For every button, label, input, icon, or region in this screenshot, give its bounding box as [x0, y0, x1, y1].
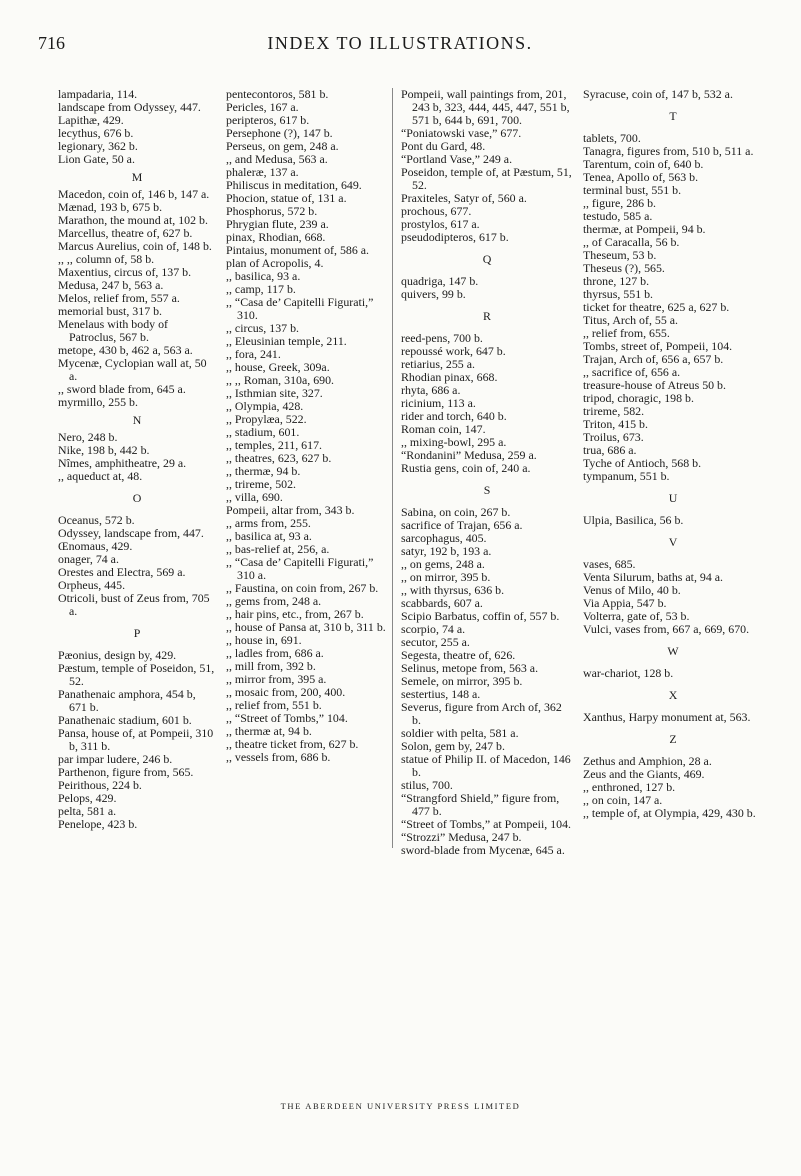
section-letter: R: [483, 309, 491, 323]
index-entry: Zeus and the Giants, 469.: [583, 767, 705, 781]
index-entry: Marathon, the mound at, 102 b.: [58, 213, 208, 227]
index-entry: treasure-house of Atreus 50 b.: [583, 378, 726, 392]
index-entry: Mænad, 193 b, 675 b.: [58, 200, 163, 214]
index-entry: phaleræ, 137 a.: [226, 165, 299, 179]
index-entry: sword-blade from Mycenæ, 645 a.: [401, 843, 565, 857]
index-entry: Zethus and Amphion, 28 a.: [583, 754, 712, 768]
index-entry: secutor, 255 a.: [401, 635, 470, 649]
index-entry: ,, with thyrsus, 636 b.: [401, 583, 505, 597]
index-entry: sacrifice of Trajan, 656 a.: [401, 518, 523, 532]
index-entry: throne, 127 b.: [583, 274, 650, 288]
index-entry: quadriga, 147 b.: [401, 274, 479, 288]
index-entry: Venta Silurum, baths at, 94 a.: [583, 570, 724, 584]
index-entry: ,, bas-relief at, 256, a.: [226, 542, 330, 556]
running-header: [38, 33, 762, 59]
index-entry: tympanum, 551 b.: [583, 469, 670, 483]
section-letter: X: [668, 688, 678, 702]
index-entry: Rustia gens, coin of, 240 a.: [401, 461, 531, 475]
index-entry: legionary, 362 b.: [58, 139, 138, 153]
index-entry: Melos, relief from, 557 a.: [58, 291, 180, 305]
index-entry: Solon, gem by, 247 b.: [401, 739, 505, 753]
index-entry: plan of Acropolis, 4.: [226, 256, 324, 270]
index-entry: Pont du Gard, 48.: [401, 139, 486, 153]
index-entry: war-chariot, 128 b.: [583, 666, 674, 680]
index-entry: ,, ladles from, 686 a.: [226, 646, 324, 660]
index-entry: Volterra, gate of, 53 b.: [583, 609, 690, 623]
index-entry: Selinus, metope from, 563 a.: [401, 661, 539, 675]
index-entry: Phosphorus, 572 b.: [226, 204, 318, 218]
index-entry: ,, mill from, 392 b.: [226, 659, 316, 673]
index-entry: Tyche of Antioch, 568 b.: [583, 456, 702, 470]
index-entry: tripod, choragic, 198 b.: [583, 391, 694, 405]
index-entry: Pelops, 429.: [58, 791, 117, 805]
index-entry: ,, villa, 690.: [226, 490, 283, 504]
index-entry: statue of Philip II. of Macedon, 146 b.: [401, 752, 571, 779]
index-entry: Panathenaic stadium, 601 b.: [58, 713, 192, 727]
index-entry: terminal bust, 551 b.: [583, 183, 682, 197]
index-entry: Phocion, statue of, 131 a.: [226, 191, 347, 205]
index-entry: satyr, 192 b, 193 a.: [401, 544, 492, 558]
index-entry: ,, aqueduct at, 48.: [58, 469, 143, 483]
index-entry: Troilus, 673.: [583, 430, 644, 444]
index-column-1: [58, 88, 216, 831]
index-entry: ,, figure, 286 b.: [583, 196, 656, 210]
index-entry: prochous, 677.: [401, 204, 472, 218]
section-letter: Z: [669, 732, 677, 746]
index-entry: ,, ,, Roman, 310a, 690.: [226, 373, 334, 387]
index-entry: Severus, figure from Arch of, 362 b.: [401, 700, 562, 727]
index-entry: Venus of Milo, 40 b.: [583, 583, 681, 597]
index-entry: Pintaius, monument of, 586 a.: [226, 243, 370, 257]
index-entry: ,, Propylæa, 522.: [226, 412, 307, 426]
index-entry: repoussé work, 647 b.: [401, 344, 506, 358]
printer-imprint: THE ABERDEEN UNIVERSITY PRESS LIMITED: [280, 1101, 521, 1111]
index-entry: “Strozzi” Medusa, 247 b.: [401, 830, 522, 844]
index-entry: Penelope, 423 b.: [58, 817, 138, 831]
index-entry: ,, Olympia, 428.: [226, 399, 304, 413]
section-letter: O: [132, 491, 142, 505]
index-entry: thermæ, at Pompeii, 94 b.: [583, 222, 706, 236]
index-entry: tablets, 700.: [583, 131, 641, 145]
index-entry: ,, fora, 241.: [226, 347, 281, 361]
index-entry: myrmillo, 255 b.: [58, 395, 138, 409]
index-entry: ,, mixing-bowl, 295 a.: [401, 435, 507, 449]
column-divider: [392, 88, 393, 848]
index-entry: ,, basilica, 93 a.: [226, 269, 301, 283]
index-entry: ,, sword blade from, 645 a.: [58, 382, 186, 396]
section-letter: U: [668, 491, 678, 505]
index-entry: ,, house of Pansa at, 310 b, 311 b.: [226, 620, 386, 634]
index-column-3: [401, 88, 573, 857]
index-entry: prostylos, 617 a.: [401, 217, 480, 231]
index-entry: ,, house in, 691.: [226, 633, 302, 647]
index-entry: Odyssey, landscape from, 447.: [58, 526, 204, 540]
index-entry: ,, theatre ticket from, 627 b.: [226, 737, 359, 751]
index-entry: ,, Eleusinian temple, 211.: [226, 334, 347, 348]
index-entry: Orpheus, 445.: [58, 578, 126, 592]
index-column-4: [583, 88, 763, 820]
page-number: 716: [38, 33, 65, 53]
index-entry: Macedon, coin of, 146 b, 147 a.: [58, 187, 210, 201]
index-entry: ,, sacrifice of, 656 a.: [583, 365, 681, 379]
index-entry: Pæstum, temple of Poseidon, 51, 52.: [58, 661, 215, 688]
index-entry: Tarentum, coin of, 640 b.: [583, 157, 704, 171]
index-entry: ,, on mirror, 395 b.: [401, 570, 491, 584]
index-entry: ,, vessels from, 686 b.: [226, 750, 331, 764]
index-entry: Persephone (?), 147 b.: [226, 126, 333, 140]
index-entry: Theseus (?), 565.: [583, 261, 665, 275]
index-entry: Maxentius, circus of, 137 b.: [58, 265, 192, 279]
index-entry: Pompeii, altar from, 343 b.: [226, 503, 355, 517]
index-entry: Phrygian flute, 239 a.: [226, 217, 329, 231]
section-letter: P: [133, 626, 141, 640]
index-entry: Mycenæ, Cyclopian wall at, 50 a.: [58, 356, 207, 383]
index-entry: “Rondanini” Medusa, 259 a.: [401, 448, 537, 462]
index-entry: peripteros, 617 b.: [226, 113, 310, 127]
index-entry: pentecontoros, 581 b.: [226, 87, 329, 101]
index-entry: ,, stadium, 601.: [226, 425, 300, 439]
index-entry: Pompeii, wall paintings from, 201, 243 b, 323, 444, 445, 447, 551 b, 571 b, 644 b, 691, 700.: [401, 87, 570, 127]
section-letter: T: [669, 109, 677, 123]
index-entry: ,, trireme, 502.: [226, 477, 297, 491]
section-letter: W: [667, 644, 679, 658]
index-entry: Theseum, 53 b.: [583, 248, 657, 262]
index-entry: ,, gems from, 248 a.: [226, 594, 322, 608]
index-entry: ,, of Caracalla, 56 b.: [583, 235, 680, 249]
index-entry: pelta, 581 a.: [58, 804, 117, 818]
index-entry: Panathenaic amphora, 454 b, 671 b.: [58, 687, 196, 714]
index-entry: Vulci, vases from, 667 a, 669, 670.: [583, 622, 750, 636]
index-entry: rider and torch, 640 b.: [401, 409, 507, 423]
index-entry: Menelaus with body of Patroclus, 567 b.: [58, 317, 168, 344]
index-entry: ,, house, Greek, 309a.: [226, 360, 330, 374]
index-entry: Lapithæ, 429.: [58, 113, 124, 127]
index-column-2: [226, 88, 388, 764]
index-entry: soldier with pelta, 581 a.: [401, 726, 519, 740]
index-entry: quivers, 99 b.: [401, 287, 466, 301]
index-entry: ticket for theatre, 625 a, 627 b.: [583, 300, 730, 314]
index-entry: Xanthus, Harpy monument at, 563.: [583, 710, 751, 724]
index-entry: ,, relief from, 655.: [583, 326, 670, 340]
index-entry: Nîmes, amphitheatre, 29 a.: [58, 456, 187, 470]
index-entry: retiarius, 255 a.: [401, 357, 475, 371]
index-entry: landscape from Odyssey, 447.: [58, 100, 201, 114]
index-entry: memorial bust, 317 b.: [58, 304, 163, 318]
index-entry: ricinium, 113 a.: [401, 396, 476, 410]
index-entry: ,, “Street of Tombs,” 104.: [226, 711, 348, 725]
index-entry: Tenea, Apollo of, 563 b.: [583, 170, 699, 184]
index-entry: Pericles, 167 a.: [226, 100, 299, 114]
index-entry: ,, circus, 137 b.: [226, 321, 299, 335]
index-entry: lampadaria, 114.: [58, 87, 138, 101]
index-entry: rhyta, 686 a.: [401, 383, 461, 397]
index-entry: ,, Isthmian site, 327.: [226, 386, 323, 400]
index-entry: Lion Gate, 50 a.: [58, 152, 135, 166]
index-entry: “Street of Tombs,” at Pompeii, 104.: [401, 817, 572, 831]
index-entry: ,, and Medusa, 563 a.: [226, 152, 328, 166]
index-entry: Scipio Barbatus, coffin of, 557 b.: [401, 609, 560, 623]
index-entry: Triton, 415 b.: [583, 417, 648, 431]
index-entry: Tanagra, figures from, 510 b, 511 a.: [583, 144, 754, 158]
index-entry: Medusa, 247 b, 563 a.: [58, 278, 164, 292]
index-entry: Nike, 198 b, 442 b.: [58, 443, 150, 457]
index-entry: Praxiteles, Satyr of, 560 a.: [401, 191, 527, 205]
index-entry: Nero, 248 b.: [58, 430, 118, 444]
index-entry: ,, basilica at, 93 a.: [226, 529, 312, 543]
index-entry: onager, 74 a.: [58, 552, 119, 566]
index-entry: ,, theatres, 623, 627 b.: [226, 451, 332, 465]
index-entry: “Poniatowski vase,” 677.: [401, 126, 522, 140]
section-letter: M: [131, 170, 143, 184]
index-entry: Marcus Aurelius, coin of, 148 b.: [58, 239, 212, 253]
index-entry: testudo, 585 a.: [583, 209, 653, 223]
index-entry: Oceanus, 572 b.: [58, 513, 135, 527]
index-entry: ,, enthroned, 127 b.: [583, 780, 676, 794]
index-entry: ,, hair pins, etc., from, 267 b.: [226, 607, 364, 621]
index-entry: ,, “Casa de’ Capitelli Figurati,” 310 a.: [226, 555, 374, 582]
index-entry: ,, mosaic from, 200, 400.: [226, 685, 346, 699]
index-entry: Marcellus, theatre of, 627 b.: [58, 226, 193, 240]
index-entry: ,, temples, 211, 617.: [226, 438, 322, 452]
index-entry: Parthenon, figure from, 565.: [58, 765, 194, 779]
index-entry: ,, camp, 117 b.: [226, 282, 296, 296]
index-entry: Pansa, house of, at Pompeii, 310 b, 311 b.: [58, 726, 214, 753]
index-entry: Otricoli, bust of Zeus from, 705 a.: [58, 591, 210, 618]
index-entry: ,, mirror from, 395 a.: [226, 672, 327, 686]
index-entry: pinax, Rhodian, 668.: [226, 230, 326, 244]
index-entry: pseudodipteros, 617 b.: [401, 230, 509, 244]
index-entry: ,, thermæ, 94 b.: [226, 464, 301, 478]
index-entry: Via Appia, 547 b.: [583, 596, 667, 610]
index-entry: thyrsus, 551 b.: [583, 287, 654, 301]
index-entry: trua, 686 a.: [583, 443, 637, 457]
section-letter: Q: [482, 252, 492, 266]
index-entry: Peirithous, 224 b.: [58, 778, 142, 792]
index-entry: ,, on gems, 248 a.: [401, 557, 485, 571]
index-entry: Titus, Arch of, 55 a.: [583, 313, 679, 327]
index-entry: reed-pens, 700 b.: [401, 331, 483, 345]
index-entry: ,, relief from, 551 b.: [226, 698, 322, 712]
index-entry: Œnomaus, 429.: [58, 539, 133, 553]
index-entry: ,, on coin, 147 a.: [583, 793, 663, 807]
index-entry: Roman coin, 147.: [401, 422, 486, 436]
index-columns: [58, 88, 768, 948]
index-entry: scabbards, 607 a.: [401, 596, 483, 610]
index-entry: Syracuse, coin of, 147 b, 532 a.: [583, 87, 733, 101]
index-entry: Semele, on mirror, 395 b.: [401, 674, 523, 688]
index-entry: scorpio, 74 a.: [401, 622, 466, 636]
index-entry: ,, “Casa de’ Capitelli Figurati,” 310.: [226, 295, 374, 322]
index-entry: Trajan, Arch of, 656 a, 657 b.: [583, 352, 724, 366]
index-entry: stilus, 700.: [401, 778, 453, 792]
section-letter: N: [132, 413, 142, 427]
index-entry: Orestes and Electra, 569 a.: [58, 565, 186, 579]
index-entry: Philiscus in meditation, 649.: [226, 178, 362, 192]
index-entry: ,, ,, column of, 58 b.: [58, 252, 155, 266]
index-entry: ,, Faustina, on coin from, 267 b.: [226, 581, 379, 595]
index-entry: sestertius, 148 a.: [401, 687, 481, 701]
index-entry: par impar ludere, 246 b.: [58, 752, 173, 766]
index-entry: lecythus, 676 b.: [58, 126, 134, 140]
section-letter: V: [668, 535, 678, 549]
index-entry: Ulpia, Basilica, 56 b.: [583, 513, 684, 527]
index-entry: Pæonius, design by, 429.: [58, 648, 177, 662]
index-entry: Sabina, on coin, 267 b.: [401, 505, 511, 519]
index-entry: “Strangford Shield,” figure from, 477 b.: [401, 791, 560, 818]
index-entry: metope, 430 b, 462 a, 563 a.: [58, 343, 193, 357]
index-entry: vases, 685.: [583, 557, 636, 571]
section-letter: S: [483, 483, 491, 497]
index-entry: Perseus, on gem, 248 a.: [226, 139, 339, 153]
index-entry: Tombs, street of, Pompeii, 104.: [583, 339, 733, 353]
index-entry: Rhodian pinax, 668.: [401, 370, 498, 384]
page-title: INDEX TO ILLUSTRATIONS.: [267, 33, 533, 53]
index-entry: sarcophagus, 405.: [401, 531, 487, 545]
index-entry: ,, thermæ at, 94 b.: [226, 724, 312, 738]
index-entry: Segesta, theatre of, 626.: [401, 648, 516, 662]
index-entry: ,, temple of, at Olympia, 429, 430 b.: [583, 806, 756, 820]
index-entry: trireme, 582.: [583, 404, 645, 418]
index-entry: “Portland Vase,” 249 a.: [401, 152, 513, 166]
index-entry: ,, arms from, 255.: [226, 516, 311, 530]
index-entry: Poseidon, temple of, at Pæstum, 51, 52.: [401, 165, 572, 192]
